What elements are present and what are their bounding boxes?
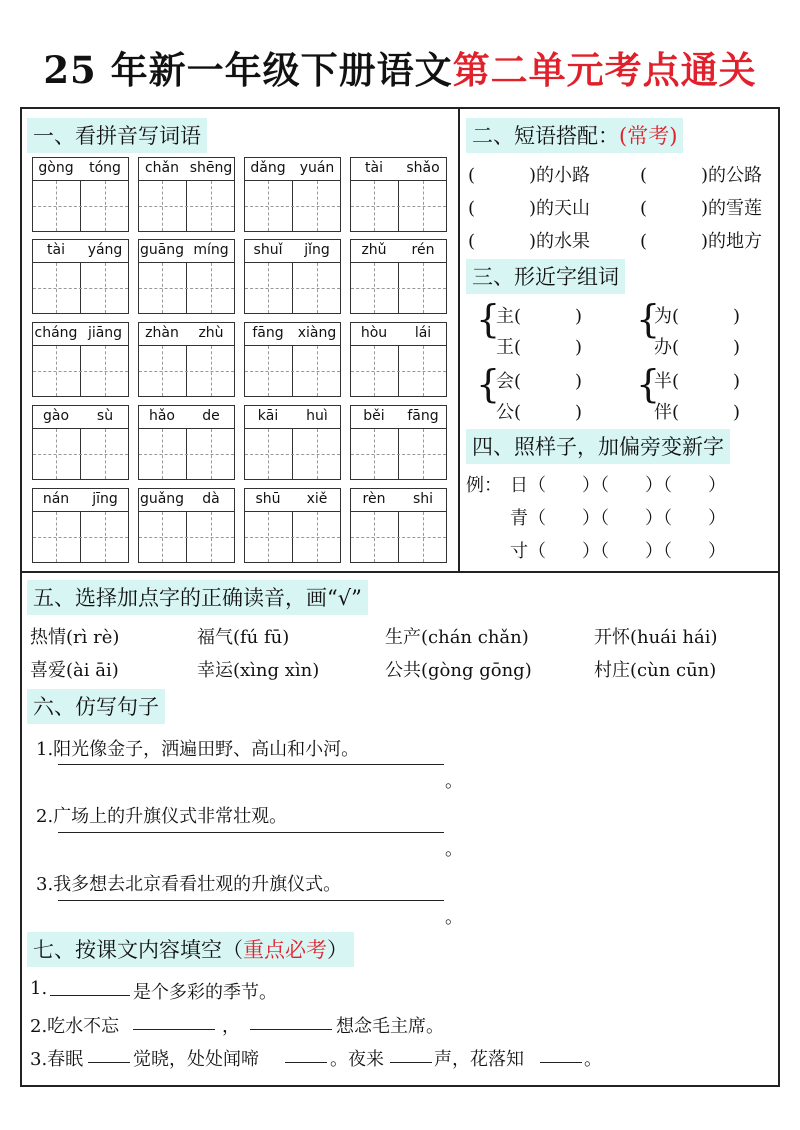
fill-text: 想念毛主席。	[336, 1016, 444, 1037]
pinyin-cell[interactable]	[32, 157, 129, 233]
fill-blank[interactable]	[50, 995, 130, 996]
tian-grid-box[interactable]	[138, 180, 235, 232]
tian-grid-box[interactable]	[350, 180, 447, 232]
divider-vertical	[458, 107, 460, 573]
phrase-6: ( )的地方	[640, 231, 763, 252]
pinyin-text: zhàn	[145, 325, 179, 341]
fill-blank[interactable]	[250, 1029, 332, 1030]
divider-horizontal	[20, 571, 780, 573]
pinyin-cell[interactable]	[244, 488, 341, 564]
tian-grid-box[interactable]	[244, 262, 341, 314]
fill-blank[interactable]	[285, 1062, 327, 1063]
pinyin-cell[interactable]	[138, 488, 235, 564]
tian-grid-box[interactable]	[138, 262, 235, 314]
section3-heading: 三、形近字组词	[466, 259, 625, 294]
phrase-2: ( )的公路	[640, 165, 763, 186]
phrase-5: ( )的水果	[468, 231, 591, 252]
example-label: 例：	[466, 475, 502, 496]
fill-blank[interactable]	[133, 1029, 215, 1030]
answer-line[interactable]	[58, 764, 444, 765]
pinyin-text: de	[202, 408, 220, 424]
pinyin-text: nán	[42, 491, 70, 507]
answer-line[interactable]	[58, 832, 444, 833]
pinyin-cell[interactable]	[350, 405, 447, 481]
pinyin-text: jiāng	[87, 325, 123, 341]
pinyin-text: chǎn	[144, 160, 180, 176]
brace: {	[636, 297, 661, 341]
fill-blank[interactable]	[88, 1062, 130, 1063]
fill-label: 1.	[30, 978, 48, 999]
tian-grid-box[interactable]	[244, 180, 341, 232]
pinyin-text: gòng	[38, 160, 74, 176]
pinyin-text: zhǔ	[361, 242, 387, 258]
period: 。	[445, 907, 463, 928]
pinyin-text: dǎng	[250, 160, 286, 176]
pinyin-text: hòu	[360, 325, 388, 341]
pinyin-cell[interactable]	[350, 157, 447, 233]
section5-heading: 五、选择加点字的正确读音，画“√”	[27, 580, 368, 615]
fill-text: 觉晓，处处闻啼	[133, 1049, 259, 1070]
tian-grid-box[interactable]	[244, 345, 341, 397]
phrase-4: ( )的雪莲	[640, 198, 763, 219]
brace: {	[476, 362, 501, 406]
pinyin-text: shēng	[189, 160, 233, 176]
similar-char: 半( )	[654, 371, 741, 392]
fill-text: 声，花落知	[434, 1049, 524, 1070]
pinyin-text: xiàng	[297, 325, 337, 341]
fill-text: ，	[222, 1016, 240, 1037]
section7-heading: 七、按课文内容填空（重点必考）	[27, 932, 354, 967]
tian-grid-box[interactable]	[350, 345, 447, 397]
section4-heading: 四、照样子，加偏旁变新字	[466, 429, 730, 464]
phrase-1: ( )的小路	[468, 165, 591, 186]
pinyin-text: shǎo	[406, 160, 440, 176]
fill-text: 。	[584, 1049, 602, 1070]
pinyin-cell[interactable]	[138, 239, 235, 315]
tian-grid-box[interactable]	[32, 180, 129, 232]
pinyin-text: guǎng	[139, 491, 185, 507]
section6-heading: 六、仿写句子	[27, 689, 165, 724]
radical-row: 日（ ）（ ）（ ）	[510, 475, 726, 496]
tian-grid-box[interactable]	[138, 345, 235, 397]
pinyin-cell[interactable]	[138, 157, 235, 233]
tian-grid-box[interactable]	[32, 345, 129, 397]
page-title: 25 年新一年级下册语文第二单元考点通关	[43, 48, 757, 92]
pinyin-cell[interactable]	[244, 322, 341, 398]
radical-row: 寸（ ）（ ）（ ）	[510, 541, 726, 562]
pinyin-cell[interactable]	[350, 322, 447, 398]
tian-grid-box[interactable]	[138, 511, 235, 563]
pinyin-cell[interactable]	[350, 488, 447, 564]
tian-grid-box[interactable]	[244, 428, 341, 480]
reading-option[interactable]: 公共(gòng gōng)	[385, 660, 532, 681]
pinyin-text: tài	[365, 160, 383, 176]
pinyin-text: fāng	[252, 325, 284, 341]
pinyin-text: jīng	[92, 491, 118, 507]
pinyin-text: gào	[42, 408, 70, 424]
reading-option[interactable]: 热情(rì rè)	[30, 627, 120, 648]
pinyin-text: shi	[412, 491, 434, 507]
pinyin-text: zhù	[198, 325, 224, 341]
tian-grid-box[interactable]	[32, 511, 129, 563]
pinyin-text: fāng	[407, 408, 439, 424]
pinyin-text: xiě	[306, 491, 328, 507]
similar-char: 伴( )	[654, 402, 741, 423]
fill-text: 2.吃水不忘	[30, 1016, 120, 1037]
sentence-example: 1.阳光像金子，洒遍田野、高山和小河。	[36, 739, 360, 760]
pinyin-text: rén	[411, 242, 435, 258]
pinyin-cell[interactable]	[32, 322, 129, 398]
reading-option[interactable]: 生产(chán chǎn)	[385, 627, 529, 648]
reading-option[interactable]: 幸运(xìng xìn)	[197, 660, 320, 681]
pinyin-text: tài	[47, 242, 65, 258]
section1-heading: 一、看拼音写词语	[27, 118, 207, 153]
pinyin-text: běi	[363, 408, 385, 424]
reading-option[interactable]: 开怀(huái hái)	[594, 627, 718, 648]
pinyin-text: huì	[306, 408, 328, 424]
fill-text: 3.春眠	[30, 1049, 84, 1070]
pinyin-text: lái	[414, 325, 432, 341]
phrase-3: ( )的天山	[468, 198, 591, 219]
pinyin-text: sù	[96, 408, 114, 424]
pinyin-text: yuán	[299, 160, 335, 176]
pinyin-text: shuǐ	[253, 242, 283, 258]
pinyin-cell[interactable]	[244, 239, 341, 315]
pinyin-text: rèn	[362, 491, 386, 507]
reading-option[interactable]: 村庄(cùn cūn)	[594, 660, 717, 681]
section2-heading: 二、短语搭配：(常考)	[466, 118, 683, 153]
pinyin-cell[interactable]	[244, 405, 341, 481]
pinyin-cell[interactable]	[138, 322, 235, 398]
fill-text: 是个多彩的季节。	[133, 982, 277, 1003]
brace: {	[636, 362, 661, 406]
pinyin-cell[interactable]	[32, 239, 129, 315]
tian-grid-box[interactable]	[350, 428, 447, 480]
pinyin-text: shū	[255, 491, 281, 507]
pinyin-text: hǎo	[148, 408, 176, 424]
period: 。	[445, 771, 463, 792]
tian-grid-box[interactable]	[350, 262, 447, 314]
pinyin-text: guāng	[139, 242, 185, 258]
similar-char: 主( )	[496, 306, 583, 327]
fill-blank[interactable]	[390, 1062, 432, 1063]
sentence-example: 2.广场上的升旗仪式非常壮观。	[36, 806, 288, 827]
tian-grid-box[interactable]	[138, 428, 235, 480]
pinyin-text: míng	[193, 242, 229, 258]
tian-grid-box[interactable]	[32, 428, 129, 480]
similar-char: 王( )	[496, 337, 583, 358]
pinyin-cell[interactable]	[244, 157, 341, 233]
radical-row: 青（ ）（ ）（ ）	[510, 508, 726, 529]
pinyin-text: cháng	[34, 325, 78, 341]
similar-char: 为( )	[654, 306, 741, 327]
tian-grid-box[interactable]	[32, 262, 129, 314]
pinyin-text: tóng	[89, 160, 121, 176]
reading-option[interactable]: 喜爱(ài āi)	[30, 660, 119, 681]
period: 。	[445, 839, 463, 860]
pinyin-cell[interactable]	[32, 488, 129, 564]
pinyin-text: yáng	[87, 242, 123, 258]
pinyin-text: jǐng	[304, 242, 330, 258]
fill-blank[interactable]	[540, 1062, 582, 1063]
similar-char: 公( )	[496, 402, 583, 423]
fill-text: 。夜来	[330, 1049, 384, 1070]
pinyin-cell[interactable]	[32, 405, 129, 481]
similar-char: 会( )	[496, 371, 583, 392]
reading-option[interactable]: 福气(fú fū)	[197, 627, 290, 648]
similar-char: 办( )	[654, 337, 741, 358]
sentence-example: 3.我多想去北京看看壮观的升旗仪式。	[36, 874, 342, 895]
tian-grid-box[interactable]	[244, 511, 341, 563]
pinyin-cell[interactable]	[138, 405, 235, 481]
tian-grid-box[interactable]	[350, 511, 447, 563]
answer-line[interactable]	[58, 900, 444, 901]
pinyin-text: kāi	[257, 408, 279, 424]
pinyin-cell[interactable]	[350, 239, 447, 315]
pinyin-text: dà	[202, 491, 220, 507]
brace: {	[476, 297, 501, 341]
